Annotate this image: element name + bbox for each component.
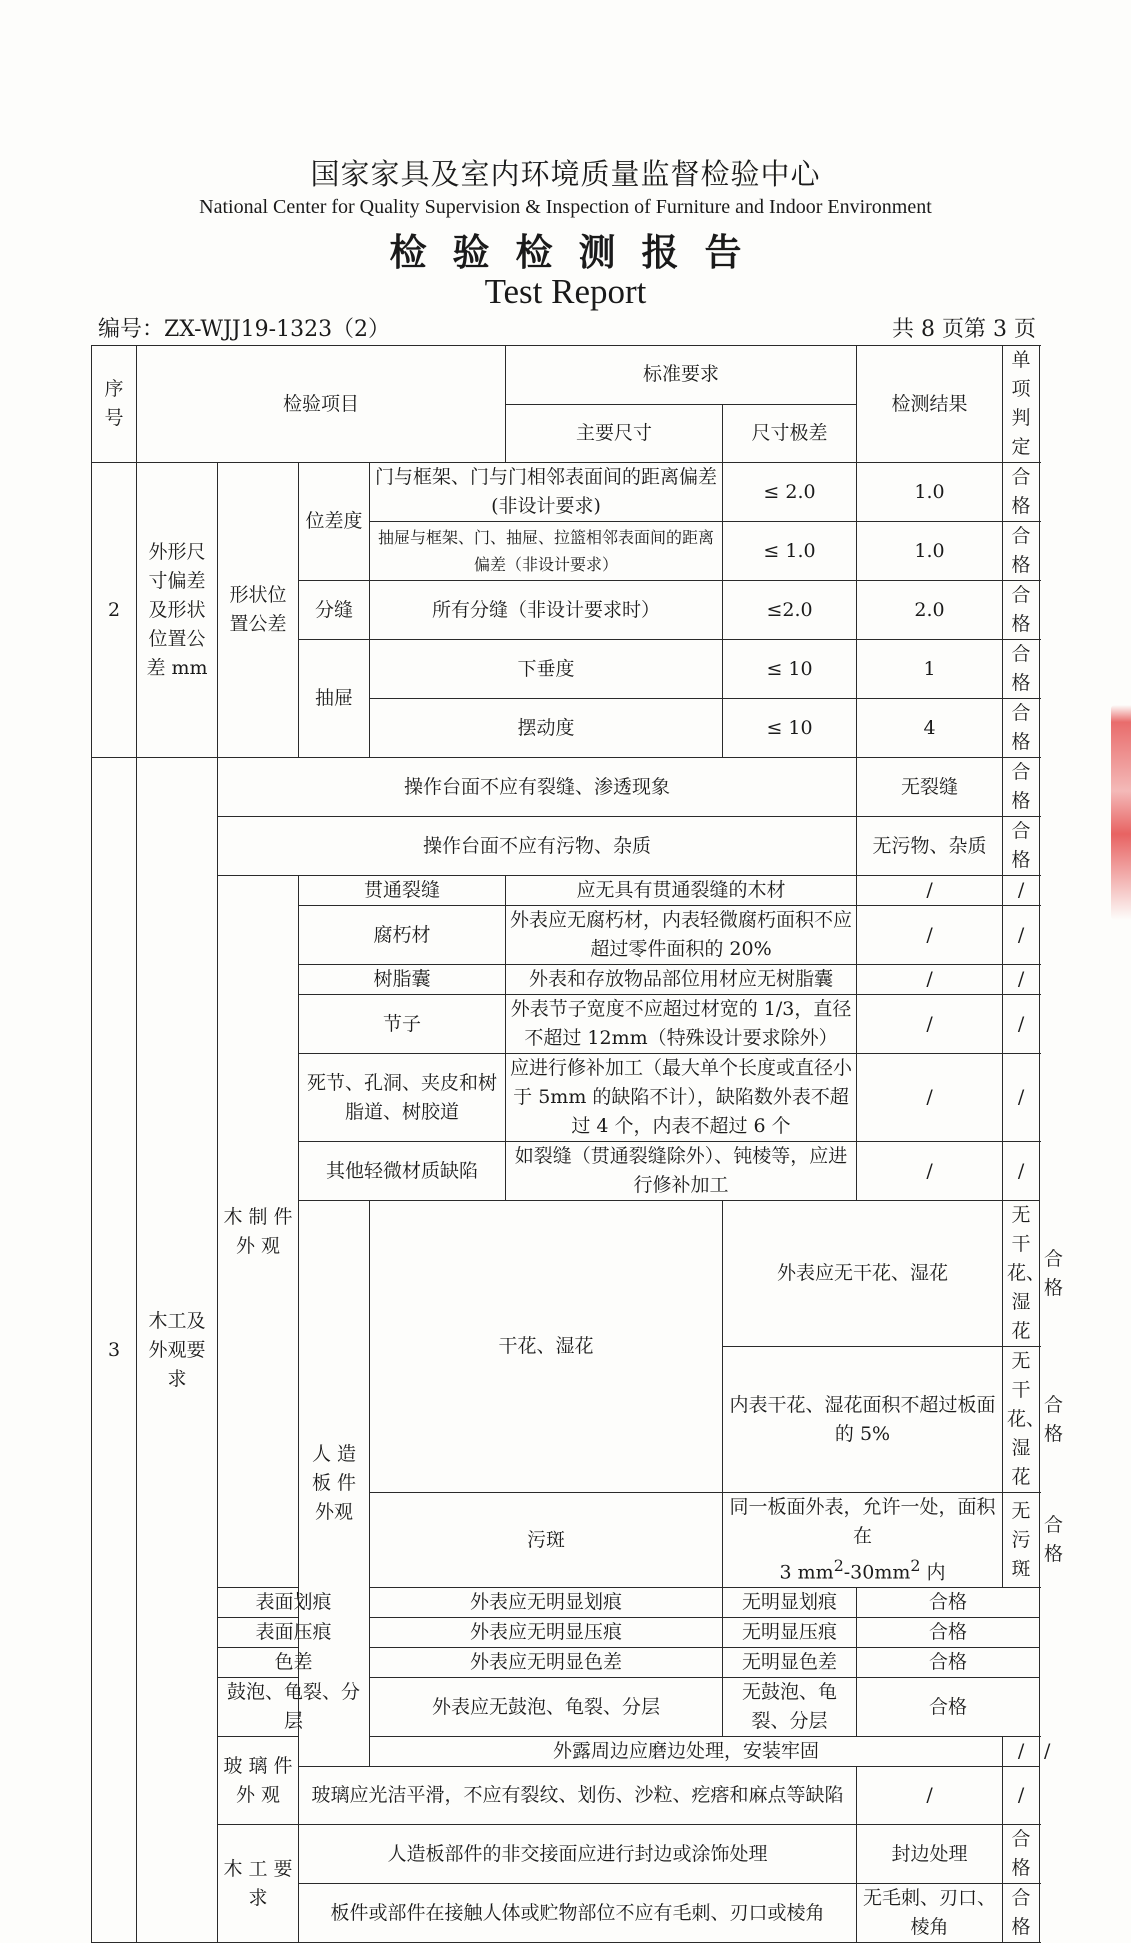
wood-req: 应进行修补加工（最大单个长度或直径小于 5mm 的缺陷不计），缺陷数外表不超过 4 个，内表不超过 6 个 — [506, 1054, 857, 1142]
head-judge: 单项判定 — [1003, 346, 1040, 463]
wood-req-group-label: 木 工 要 求 — [218, 1825, 299, 1943]
panel-name: 表面压痕 — [218, 1618, 370, 1648]
panel-stain-result: 无污斑 — [1003, 1493, 1040, 1588]
glass-result: / — [857, 1767, 1003, 1825]
wood-req-req: 人造板部件的非交接面应进行封边或涂饰处理 — [299, 1825, 857, 1884]
wood-req-judge: 合格 — [1003, 1825, 1040, 1884]
head-main-size: 主要尺寸 — [506, 404, 723, 463]
glass-judge: / — [1003, 1767, 1040, 1825]
wood-req: 如裂缝（贯通裂缝除外）、钝棱等，应进行修补加工 — [506, 1142, 857, 1201]
page-info: 共 8 页第 3 页 — [892, 317, 1036, 342]
s2-judge: 合格 — [1003, 640, 1040, 699]
panel-req: 外表应无明显划痕 — [370, 1588, 723, 1618]
s2-category: 外形尺寸偏差及形状位置公差 mm — [137, 463, 218, 758]
s2-tol: ≤ 1.0 — [723, 522, 857, 581]
panel-name: 鼓泡、龟裂、分层 — [218, 1678, 370, 1737]
panel-result: 无鼓泡、龟裂、分层 — [723, 1678, 857, 1737]
wood-group-label: 木 制 件 外 观 — [218, 876, 299, 1588]
s2-tol: ≤2.0 — [723, 581, 857, 640]
wood-req: 外表节子宽度不应超过材宽的 1/3，直径不超过 12mm（特殊设计要求除外） — [506, 995, 857, 1054]
report-number: 编号：ZX-WJJ19-1323（2） — [98, 317, 391, 342]
head-std: 标准要求 — [506, 346, 857, 405]
s3-top-result: 无裂缝 — [857, 758, 1003, 817]
s2-judge: 合格 — [1003, 522, 1040, 581]
s3-top-req: 操作台面不应有污物、杂质 — [218, 817, 857, 876]
s2-judge: 合格 — [1003, 581, 1040, 640]
head-seq: 序号 — [92, 346, 137, 463]
wood-judge: / — [1003, 995, 1040, 1054]
wood-judge: / — [1003, 965, 1040, 995]
s2-req: 所有分缝（非设计要求时） — [370, 581, 723, 640]
wood-name: 死节、孔洞、夹皮和树脂道、树胶道 — [299, 1054, 506, 1142]
s2-req: 摆动度 — [370, 699, 723, 758]
s2-result: 2.0 — [857, 581, 1003, 640]
wood-judge: / — [1003, 1142, 1040, 1201]
s2-result: 1.0 — [857, 463, 1003, 522]
s2-req: 下垂度 — [370, 640, 723, 699]
panel-judge: 合格 — [857, 1678, 1040, 1737]
panel-group-label: 人 造 板 件 外观 — [299, 1201, 370, 1767]
s3-top-req: 操作台面不应有裂缝、渗透现象 — [218, 758, 857, 817]
s2-drawer-label: 抽屉 — [299, 640, 370, 758]
wood-name: 贯通裂缝 — [299, 876, 506, 906]
wood-req: 外表和存放物品部位用材应无树脂囊 — [506, 965, 857, 995]
wood-name: 腐朽材 — [299, 906, 506, 965]
s2-tol: ≤ 10 — [723, 699, 857, 758]
org-name-cn: 国家家具及室内环境质量监督检验中心 — [310, 157, 821, 191]
s2-no: 2 — [92, 463, 137, 758]
wood-name: 节子 — [299, 995, 506, 1054]
org-name-en: National Center for Quality Supervision & Inspection of Furniture and Indoor Environment — [199, 196, 932, 218]
wood-result: / — [857, 995, 1003, 1054]
wood-result: / — [857, 965, 1003, 995]
panel-judge: 合格 — [857, 1588, 1040, 1618]
s2-req: 抽屉与框架、门、抽屉、拉篮相邻表面间的距离偏差（非设计要求） — [370, 522, 723, 581]
wood-result: / — [857, 1054, 1003, 1142]
wood-result: / — [857, 876, 1003, 906]
wood-result: / — [857, 1142, 1003, 1201]
wood-name: 树脂囊 — [299, 965, 506, 995]
glass-req: 玻璃应光洁平滑，不应有裂纹、划伤、沙粒、疙瘩和麻点等缺陷 — [299, 1767, 857, 1825]
wood-req: 应无具有贯通裂缝的木材 — [506, 876, 857, 906]
panel-result: 无干花、湿花 — [1003, 1347, 1040, 1493]
red-seal-strip — [1111, 705, 1131, 920]
panel-req: 外表应无鼓泡、龟裂、分层 — [370, 1678, 723, 1737]
glass-group-label: 玻 璃 件 外 观 — [218, 1737, 299, 1825]
wood-req-result: 封边处理 — [857, 1825, 1003, 1884]
panel-result: 无明显压痕 — [723, 1618, 857, 1648]
wood-req-result: 无毛刺、刃口、棱角 — [857, 1884, 1003, 1943]
panel-stain-req: 同一板面外表，允许一处，面积在 3 $mm^2-30mm^2$ 内 — [723, 1493, 1003, 1588]
s2-pos-label: 位差度 — [299, 463, 370, 581]
wood-req-judge: 合格 — [1003, 1884, 1040, 1943]
inspection-table: 序号 检验项目 标准要求 检测结果 单项判定 主要尺寸 尺寸极差 2 外形尺寸偏差及形状位置公差 mm 形状位置公差 位差度 门与框架、门与门相邻表面间的距离偏差(非设计要求) ≤ 2.0 1.0 合格 抽屉与框架、门、抽屉、拉篮相邻表面间的距离偏差（非设计要求） ≤ 1.0 1.0 合格 分缝 所有分缝（非设计要求时） ≤2.0 2.0 合格 抽屉 下垂度 ≤ 10 1 合格 摆动度 ≤ 10 4 合格 3 木工及外观要求 操作台面不应有裂缝、渗透现象 无裂缝 合格 操作台面不应有污物、杂质 无污物、杂质 合格 木 制 件 外 观 贯通裂缝 应无具有贯通裂缝的木材 / / 腐朽材 外表应无腐朽材，内表轻微腐朽面积不应超过零件面积的 20% / / 树脂囊 外表和存放物品部位用材应无树脂囊 / / 节子 外表节子宽度不应超过材宽的 1/3，直径不超过 12mm（特殊设计要求除外） / / 死节、孔洞、夹皮和树脂道、树胶道 应进行修补加工（最大单个长度或直径小于 5mm 的缺陷不计），缺陷数外表不超过 4 个，内表不超过 6 个 / / 其他轻微材质缺陷 如裂缝（贯通裂缝除外）、钝棱等，应进行修补加工 / / 人 造 板 件 外观 干花、湿花 外表应无干花、湿花 无干花、湿花 合格 内表干花、湿花面积不超过板面的 5% 无干花、湿花 合格 污斑 同一板面外表，允许一处，面积在 3 $mm^2-30mm^2$ 内 无污斑 合格 表面划痕 外表应无明显划痕 无明显划痕 合格 表面压痕 外表应无明显压痕 无明显压痕 合格 色差 外表应无明显色差 无明显色差 合格 鼓泡、龟裂、分层 外表应无鼓泡、龟裂、分层 无鼓泡、龟裂、分层 合格 玻 璃 件 外 观 外露周边应磨边处理，安装牢固 / / 玻璃应光洁平滑，不应有裂纹、划伤、沙粒、疙瘩和麻点等缺陷 / / 木 工 要 求 人造板部件的非交接面应进行封边或涂饰处理 封边处理 合格 板件或部件在接触人体或贮物部位不应有毛刺、刃口或棱角 无毛刺、刃口、棱角 合格 — [91, 345, 1040, 1943]
s2-judge: 合格 — [1003, 463, 1040, 522]
panel-name: 色差 — [218, 1648, 370, 1678]
panel-judge: 合格 — [857, 1648, 1040, 1678]
panel-result: 无干花、湿花 — [1003, 1201, 1040, 1347]
s2-result: 4 — [857, 699, 1003, 758]
panel-req: 内表干花、湿花面积不超过板面的 5% — [723, 1347, 1003, 1493]
s3-no: 3 — [92, 758, 137, 1943]
s2-judge: 合格 — [1003, 699, 1040, 758]
panel-req: 外表应无明显色差 — [370, 1648, 723, 1678]
panel-stain-name: 污斑 — [370, 1493, 723, 1588]
report-title-en: Test Report — [484, 272, 647, 311]
panel-req: 外表应无干花、湿花 — [723, 1201, 1003, 1347]
wood-judge: / — [1003, 876, 1040, 906]
s3-top-result: 无污物、杂质 — [857, 817, 1003, 876]
panel-dry-name: 干花、湿花 — [370, 1201, 723, 1493]
wood-name: 其他轻微材质缺陷 — [299, 1142, 506, 1201]
s3-top-judge: 合格 — [1003, 758, 1040, 817]
s3-top-judge: 合格 — [1003, 817, 1040, 876]
panel-req: 外表应无明显压痕 — [370, 1618, 723, 1648]
s2-tol: ≤ 2.0 — [723, 463, 857, 522]
s2-tol: ≤ 10 — [723, 640, 857, 699]
panel-name: 表面划痕 — [218, 1588, 370, 1618]
s2-gap-label: 分缝 — [299, 581, 370, 640]
head-tolerance: 尺寸极差 — [723, 404, 857, 463]
head-result: 检测结果 — [857, 346, 1003, 463]
s2-sub-category: 形状位置公差 — [218, 463, 299, 758]
wood-req-req: 板件或部件在接触人体或贮物部位不应有毛刺、刃口或棱角 — [299, 1884, 857, 1943]
s2-req: 门与框架、门与门相邻表面间的距离偏差(非设计要求) — [370, 463, 723, 522]
head-item: 检验项目 — [137, 346, 506, 463]
panel-judge: 合格 — [857, 1618, 1040, 1648]
wood-judge: / — [1003, 1054, 1040, 1142]
s2-result: 1 — [857, 640, 1003, 699]
s2-result: 1.0 — [857, 522, 1003, 581]
wood-result: / — [857, 906, 1003, 965]
wood-req: 外表应无腐朽材，内表轻微腐朽面积不应超过零件面积的 20% — [506, 906, 857, 965]
panel-result: 无明显色差 — [723, 1648, 857, 1678]
glass-req: 外露周边应磨边处理，安装牢固 — [370, 1737, 1003, 1767]
report-title-cn: 检验检测报告 — [389, 231, 768, 274]
s3-category: 木工及外观要求 — [137, 758, 218, 1943]
wood-judge: / — [1003, 906, 1040, 965]
glass-result: / — [1003, 1737, 1040, 1767]
panel-result: 无明显划痕 — [723, 1588, 857, 1618]
